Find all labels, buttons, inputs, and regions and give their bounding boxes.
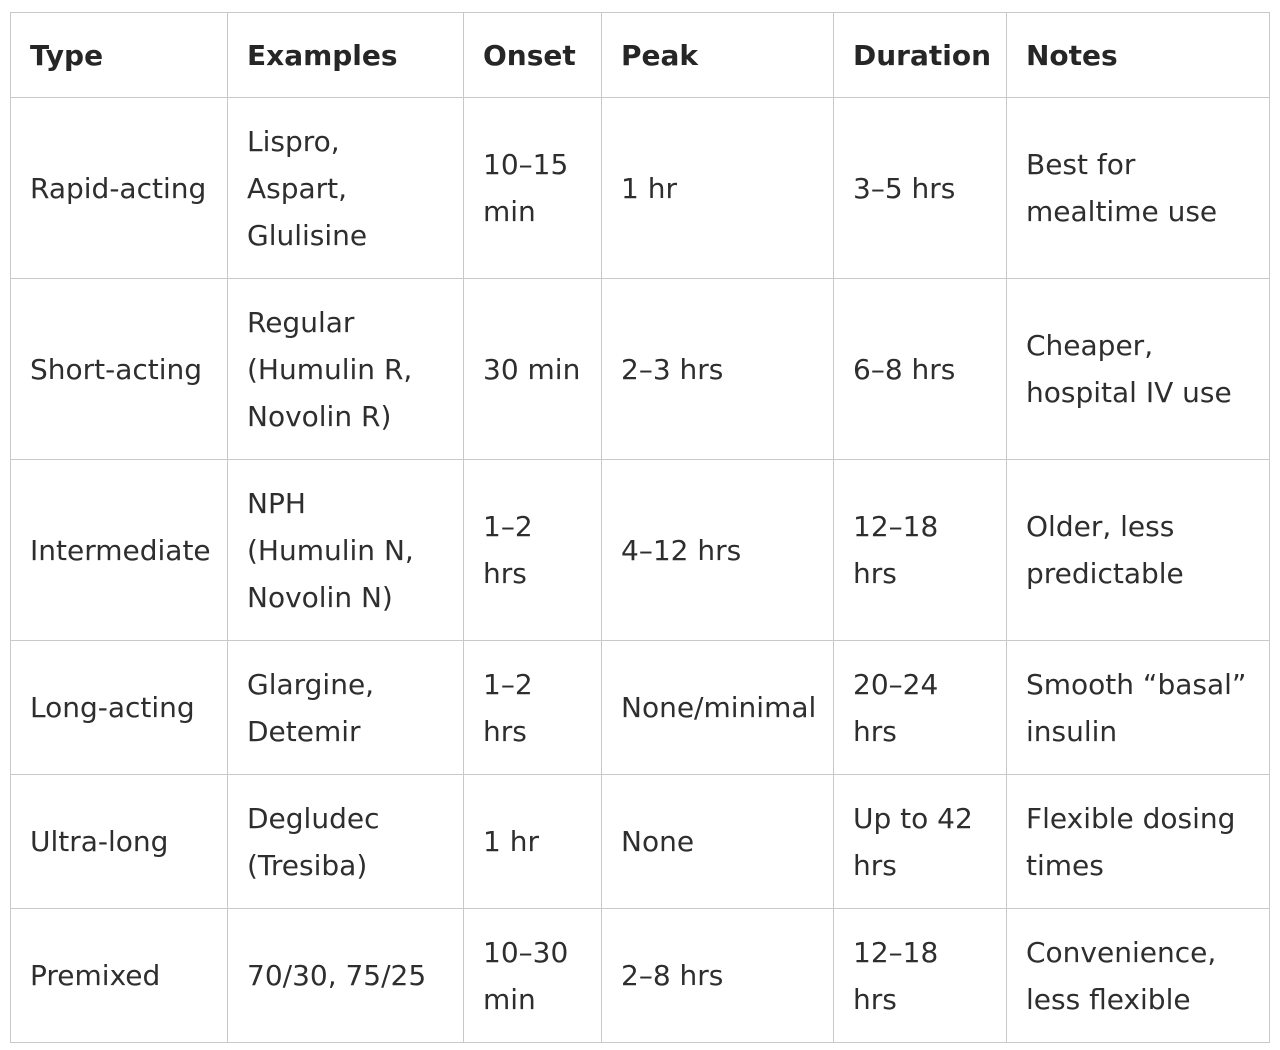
cell-line: min [483,982,536,1016]
cell-line: Aspart, [247,171,348,205]
cell-line: 3–5 hrs [853,171,956,205]
cell-examples [228,909,464,1043]
cell-line: 20–24 [853,667,939,701]
cell-type: Premixed [11,909,228,1043]
table-row [11,98,1270,279]
cell-line: hrs [853,848,897,882]
cell-peak [602,641,834,775]
cell-line: 12–18 hrs [853,510,939,590]
header-notes: Notes [1007,13,1270,98]
header-examples: Examples [228,13,464,98]
cell-duration [834,641,1007,775]
cell-line: mealtime use [1026,195,1218,228]
cell-line: 2–8 hrs [621,959,724,992]
cell-notes [1007,98,1270,279]
cell-type: Ultra-long [11,775,228,909]
cell-onset [464,98,602,279]
cell-duration [834,279,1007,460]
cell-line: Best for [1026,148,1136,181]
cell-peak [602,909,834,1043]
cell-onset [464,279,602,460]
header-onset: Onset [464,13,602,98]
cell-line: hrs [853,714,897,748]
cell-line: (Tresiba) [247,848,368,882]
cell-line: 4–12 hrs [621,533,742,567]
table-header-row [11,13,1270,98]
table-row [11,641,1270,775]
cell-onset [464,909,602,1043]
cell-line: Older, less [1026,510,1175,543]
cell-line: 10–30 [483,935,569,969]
cell-line: 30 min [483,352,581,386]
cell-peak [602,775,834,909]
cell-onset [464,641,602,775]
cell-line: predictable [1026,557,1184,590]
cell-line: insulin [1026,714,1118,748]
cell-peak [602,460,834,641]
cell-line: Glargine, [247,667,375,701]
cell-line: 1 hr [483,825,539,858]
cell-notes [1007,775,1270,909]
cell-line: Up to 42 [853,801,973,835]
cell-duration [834,909,1007,1043]
cell-peak [602,279,834,460]
cell-type: Rapid-acting [11,98,228,279]
insulin-types-table-container [10,12,1269,1043]
cell-line: Regular [247,305,355,339]
insulin-types-table [10,12,1270,1043]
cell-line: (Humulin R, [247,352,413,386]
cell-line: hospital IV use [1026,376,1232,409]
cell-line: Detemir [247,714,361,748]
header-peak: Peak [602,13,834,98]
cell-line: Cheaper, [1026,329,1154,362]
cell-onset [464,460,602,641]
cell-line: Lispro, [247,124,340,158]
cell-type: Short-acting [11,279,228,460]
cell-notes [1007,279,1270,460]
cell-line: less flexible [1026,982,1191,1016]
cell-line: Degludec [247,801,380,835]
table-row [11,909,1270,1043]
cell-examples [228,641,464,775]
table-row [11,460,1270,641]
cell-line: 70/30, 75/25 [247,959,427,992]
cell-peak [602,98,834,279]
cell-line: Novolin R) [247,399,392,433]
cell-line: 10–15 [483,148,569,181]
cell-duration [834,460,1007,641]
cell-line: 1–2 hrs [483,510,533,590]
cell-line: 6–8 hrs [853,352,956,386]
cell-line: 1 hr [621,171,677,205]
cell-examples [228,279,464,460]
cell-line: 2–3 hrs [621,352,724,386]
cell-line: None/minimal [621,691,817,724]
cell-line: Flexible dosing [1026,801,1236,835]
cell-examples [228,98,464,279]
cell-line: Glulisine [247,218,368,252]
cell-notes [1007,641,1270,775]
cell-line: Novolin N) [247,580,393,614]
cell-line: 12–18 hrs [853,935,939,1016]
cell-duration [834,98,1007,279]
table-body [11,98,1270,1043]
cell-onset [464,775,602,909]
cell-line: None [621,825,695,858]
cell-type: Long-acting [11,641,228,775]
cell-notes [1007,909,1270,1043]
table-row [11,279,1270,460]
cell-notes [1007,460,1270,641]
cell-type: Intermediate [11,460,228,641]
cell-line: 1–2 hrs [483,667,533,748]
header-duration: Duration [834,13,1007,98]
cell-line: times [1026,848,1104,882]
cell-line: min [483,195,536,228]
cell-examples [228,460,464,641]
cell-line: NPH [247,486,306,520]
cell-duration [834,775,1007,909]
cell-line: (Humulin N, [247,533,414,567]
cell-line: Smooth “basal” [1026,667,1247,701]
cell-examples [228,775,464,909]
table-row [11,775,1270,909]
cell-line: Convenience, [1026,935,1217,969]
header-type: Type [11,13,228,98]
